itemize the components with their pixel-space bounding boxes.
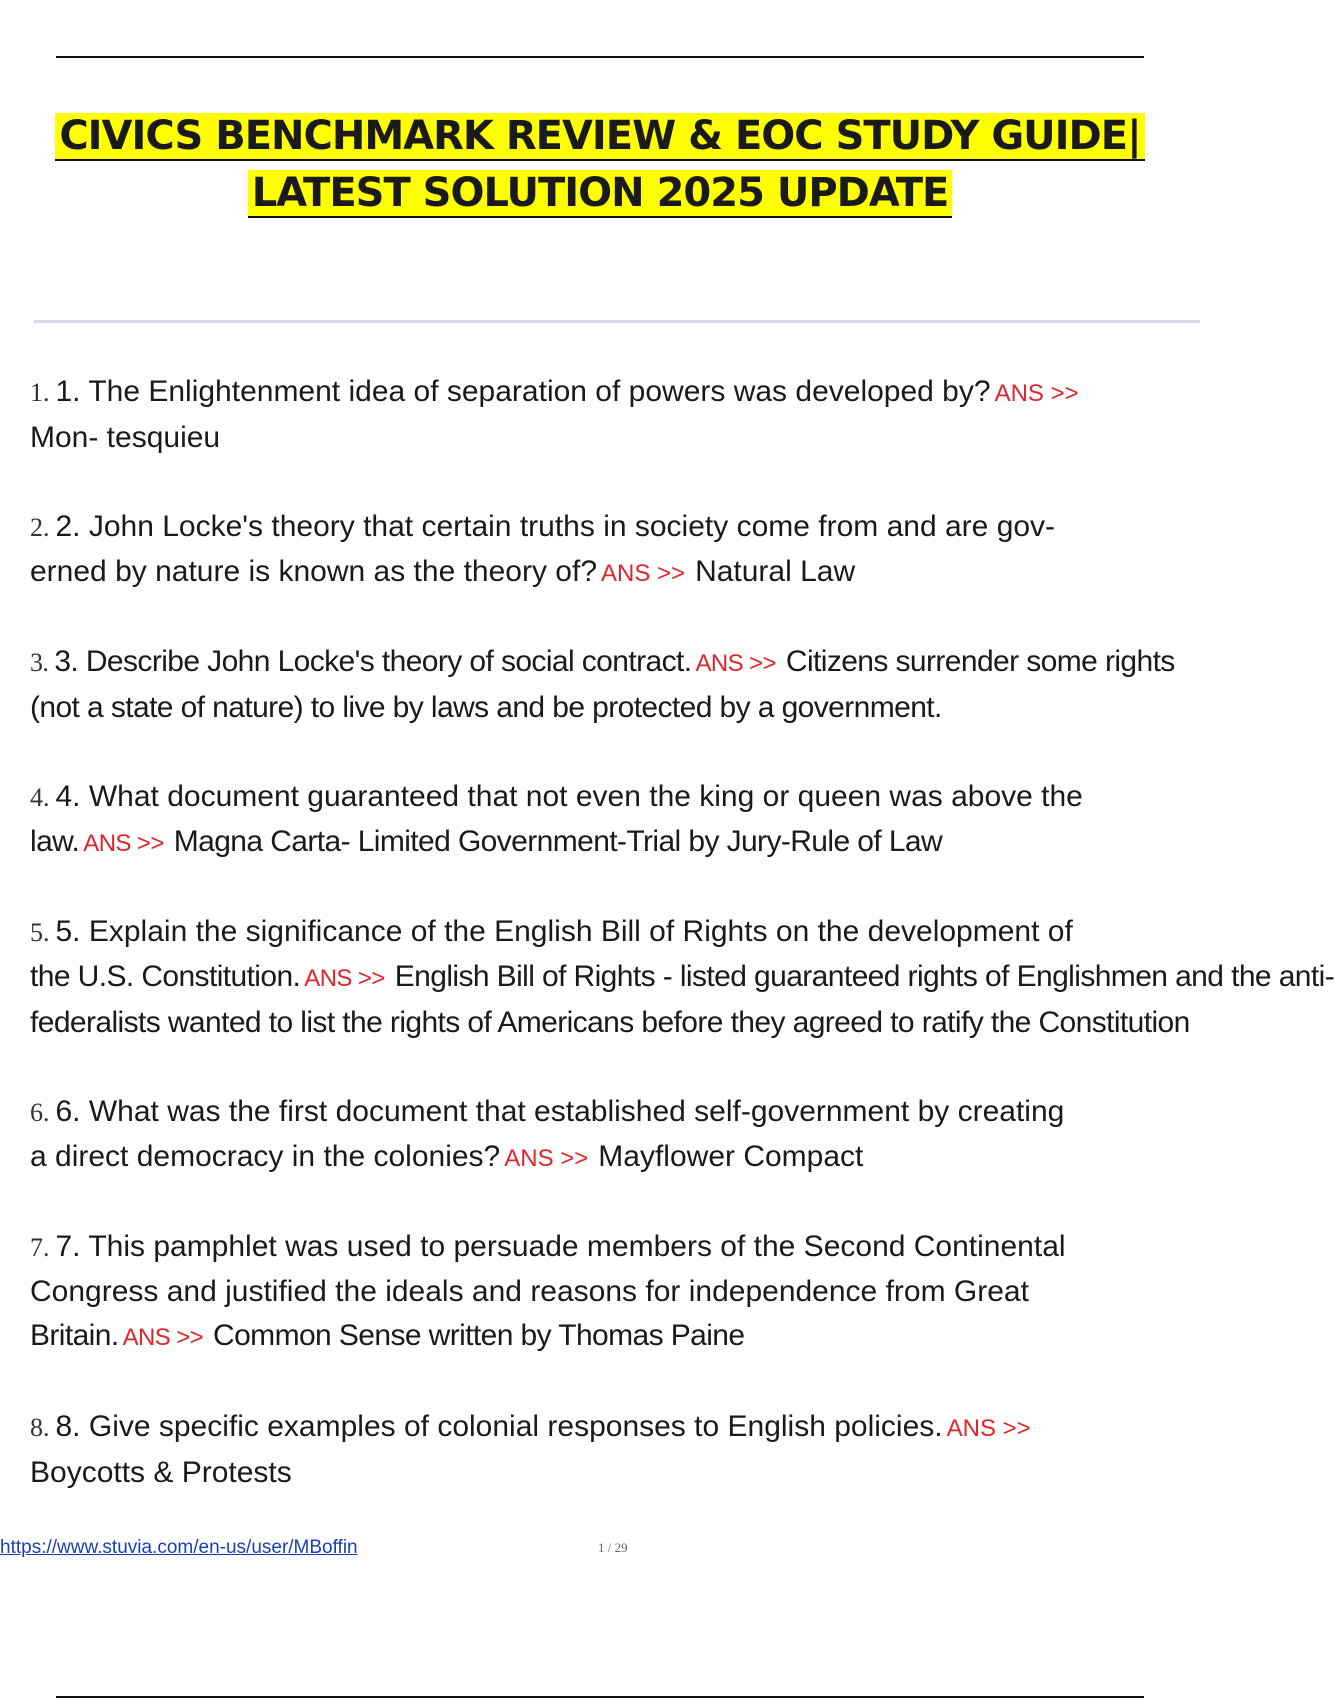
answer-text: Natural Law [695,555,856,588]
bottom-rule [56,1696,1144,1698]
answer-text: English Bill of Rights - listed guaranteed rights of Englishmen and the anti- [394,960,1334,993]
question-text: 4. What document guaranteed that not even the king or queen was above the [55,780,1083,813]
ans-marker: ANS >> [304,965,385,992]
ans-marker: ANS >> [504,1145,589,1172]
question-number: 3. [30,648,49,677]
question-6 [30,1090,1200,1181]
question-text: law. [30,825,80,858]
question-text: the U.S. Constitution. [30,960,301,993]
document-title [30,108,1170,222]
answer-text: Mayflower Compact [598,1140,864,1173]
answer-text: Magna Carta- Limited Government-Trial by Jury-Rule of Law [173,825,943,858]
ans-marker: ANS >> [83,830,164,857]
answer-text: (not a state of nature) to live by laws and be protected by a government. [30,691,942,724]
question-number: 7. [30,1233,50,1262]
title-line-2: LATEST SOLUTION 2025 UPDATE [248,170,953,218]
question-number: 5. [30,918,50,947]
question-text: Congress and justified the ideals and reasons for independence from Great [30,1275,1029,1308]
question-5 [30,910,1334,1045]
ans-marker: ANS >> [601,560,686,587]
section-divider [34,320,1200,323]
question-8 [30,1405,1200,1495]
answer-text: Common Sense written by Thomas Paine [213,1319,745,1352]
question-number: 2. [30,513,50,542]
question-text: 1. The Enlightenment idea of separation of powers was developed by? [55,375,991,408]
top-rule [56,56,1144,58]
question-text: a direct democracy in the colonies? [30,1140,501,1173]
question-text: 8. Give specific examples of colonial responses to English policies. [55,1410,943,1443]
ans-marker: ANS >> [695,650,776,677]
question-text: erned by nature is known as the theory of? [30,555,598,588]
question-number: 4. [30,783,50,812]
ans-marker: ANS >> [994,380,1079,407]
question-2 [30,505,1200,596]
question-1 [30,370,1200,460]
question-number: 6. [30,1098,50,1127]
question-text: 3. Describe John Locke's theory of social contract. [54,645,692,678]
title-line-1: CIVICS BENCHMARK REVIEW & EOC STUDY GUIDE| [55,113,1144,161]
answer-text: Mon- tesquieu [30,421,221,454]
answer-text: Boycotts & Protests [30,1456,292,1489]
question-number: 8. [30,1413,50,1442]
question-text: 5. Explain the significance of the English Bill of Rights on the development of [55,915,1073,948]
question-number: 1. [30,378,50,407]
question-text: 7. This pamphlet was used to persuade members of the Second Continental [55,1230,1066,1263]
answer-text: federalists wanted to list the rights of Americans before they agreed to ratify the Constitution [30,1006,1190,1039]
question-text: Britain. [30,1319,119,1352]
page-number: 1 / 29 [598,1540,628,1555]
stuvia-profile-link[interactable]: https://www.stuvia.com/en-us/user/MBoffin [0,1537,358,1558]
answer-text: Citizens surrender some rights [785,645,1175,678]
question-3 [30,640,1200,730]
question-text: 6. What was the first document that established self-government by creating [55,1095,1065,1128]
question-text: 2. John Locke's theory that certain truths in society come from and are gov- [55,510,1056,543]
ans-marker: ANS >> [122,1324,204,1351]
question-4 [30,775,1200,866]
question-7 [30,1225,1200,1360]
ans-marker: ANS >> [946,1415,1031,1442]
